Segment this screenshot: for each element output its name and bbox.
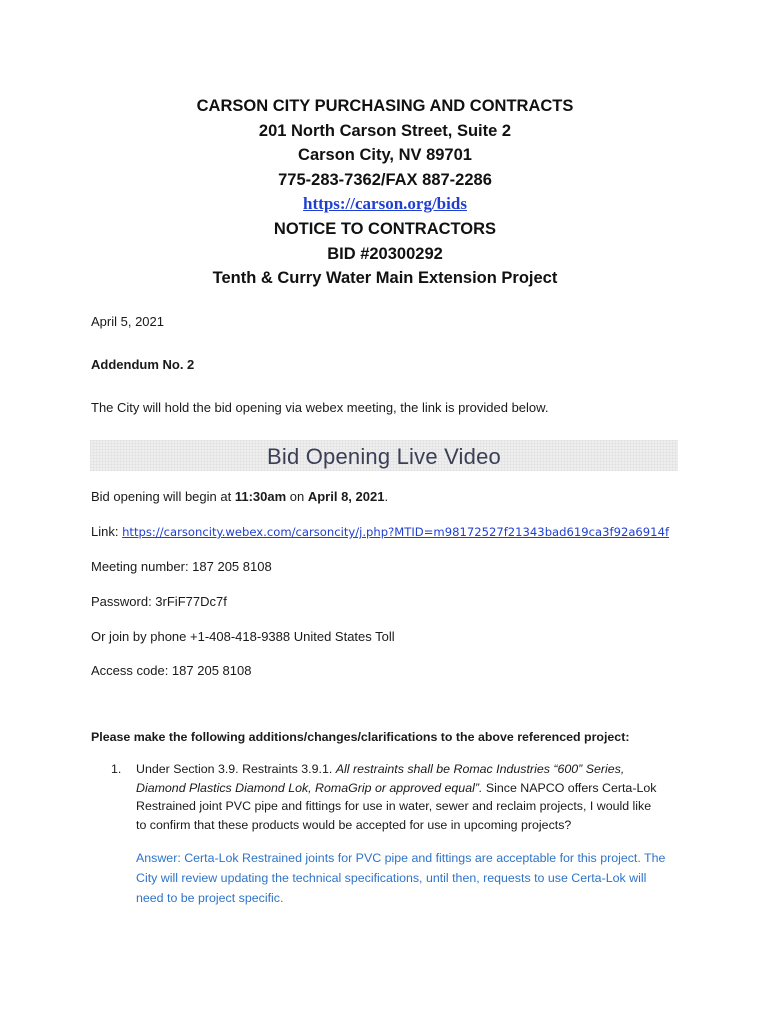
video-banner bbox=[90, 440, 678, 471]
item-text-italic: Diamond Plastics Diamond Lok, RomaGrip or approved equal”. bbox=[136, 780, 483, 795]
item-text: Since NAPCO offers Certa-Lok bbox=[482, 780, 657, 795]
intro-text: The City will hold the bid opening via webex meeting, the link is provided below. bbox=[91, 400, 549, 415]
bid-number: BID #20300292 bbox=[327, 244, 443, 263]
street-address: 201 North Carson Street, Suite 2 bbox=[258, 121, 512, 140]
phone-fax: 775-283-7362/FAX 887-2286 bbox=[278, 170, 492, 189]
project-name: Tenth & Curry Water Main Extension Project bbox=[212, 269, 558, 288]
instructions-heading: Please make the following additions/changes/clarifications to the above referenced project: bbox=[91, 730, 630, 744]
letterhead bbox=[0, 94, 770, 291]
bid-opening-mid: on bbox=[286, 489, 308, 504]
addendum-label: Addendum No. 2 bbox=[91, 357, 195, 372]
answer-line: need to be project specific. bbox=[136, 891, 284, 905]
webex-link[interactable]: https://carsoncity.webex.com/carsoncity/j.php?MTID=m98172527f21343bad619ca3f92a6914f bbox=[122, 525, 670, 539]
password: Password: 3rFiF77Dc7f bbox=[91, 594, 227, 609]
phone-join: Or join by phone +1-408-418-9388 United States Toll bbox=[91, 629, 395, 644]
list-item-number: 1. bbox=[111, 762, 122, 776]
bid-opening-suffix: . bbox=[384, 489, 389, 504]
answer-text bbox=[136, 848, 696, 908]
answer-line: Answer: Certa-Lok Restrained joints for PVC pipe and fittings are acceptable for this project. The bbox=[136, 851, 666, 865]
bid-opening-prefix: Bid opening will begin at bbox=[91, 489, 235, 504]
item-text: Under Section 3.9. Restraints 3.9.1. bbox=[136, 762, 336, 776]
access-code: Access code: 187 205 8108 bbox=[91, 663, 252, 678]
video-title: Bid Opening Live Video bbox=[267, 444, 501, 469]
document-date: April 5, 2021 bbox=[91, 314, 164, 329]
item-text: Restrained joint PVC pipe and fittings for use in water, sewer and reclaim projects, I would like bbox=[136, 799, 652, 813]
meeting-number: Meeting number: 187 205 8108 bbox=[91, 559, 272, 574]
city-state-zip: Carson City, NV 89701 bbox=[298, 146, 472, 165]
website-link[interactable]: https://carson.org/bids bbox=[303, 194, 467, 214]
item-text: to confirm that these products would be accepted for use in upcoming projects? bbox=[136, 817, 572, 832]
bid-opening-date: April 8, 2021 bbox=[307, 489, 385, 504]
link-label: Link: bbox=[91, 524, 123, 539]
bid-opening-time: 11:30am bbox=[234, 489, 287, 504]
answer-line: City will review updating the technical specifications, until then, requests to use Certa-Lok will bbox=[136, 871, 647, 885]
webex-link-line bbox=[91, 524, 669, 540]
notice-title: NOTICE TO CONTRACTORS bbox=[273, 219, 497, 238]
item-text-italic: All restraints shall be Romac Industries “600” Series, bbox=[335, 762, 625, 776]
org-name: CARSON CITY PURCHASING AND CONTRACTS bbox=[196, 97, 574, 115]
bid-opening-text bbox=[91, 489, 388, 505]
list-item-body bbox=[136, 760, 696, 834]
